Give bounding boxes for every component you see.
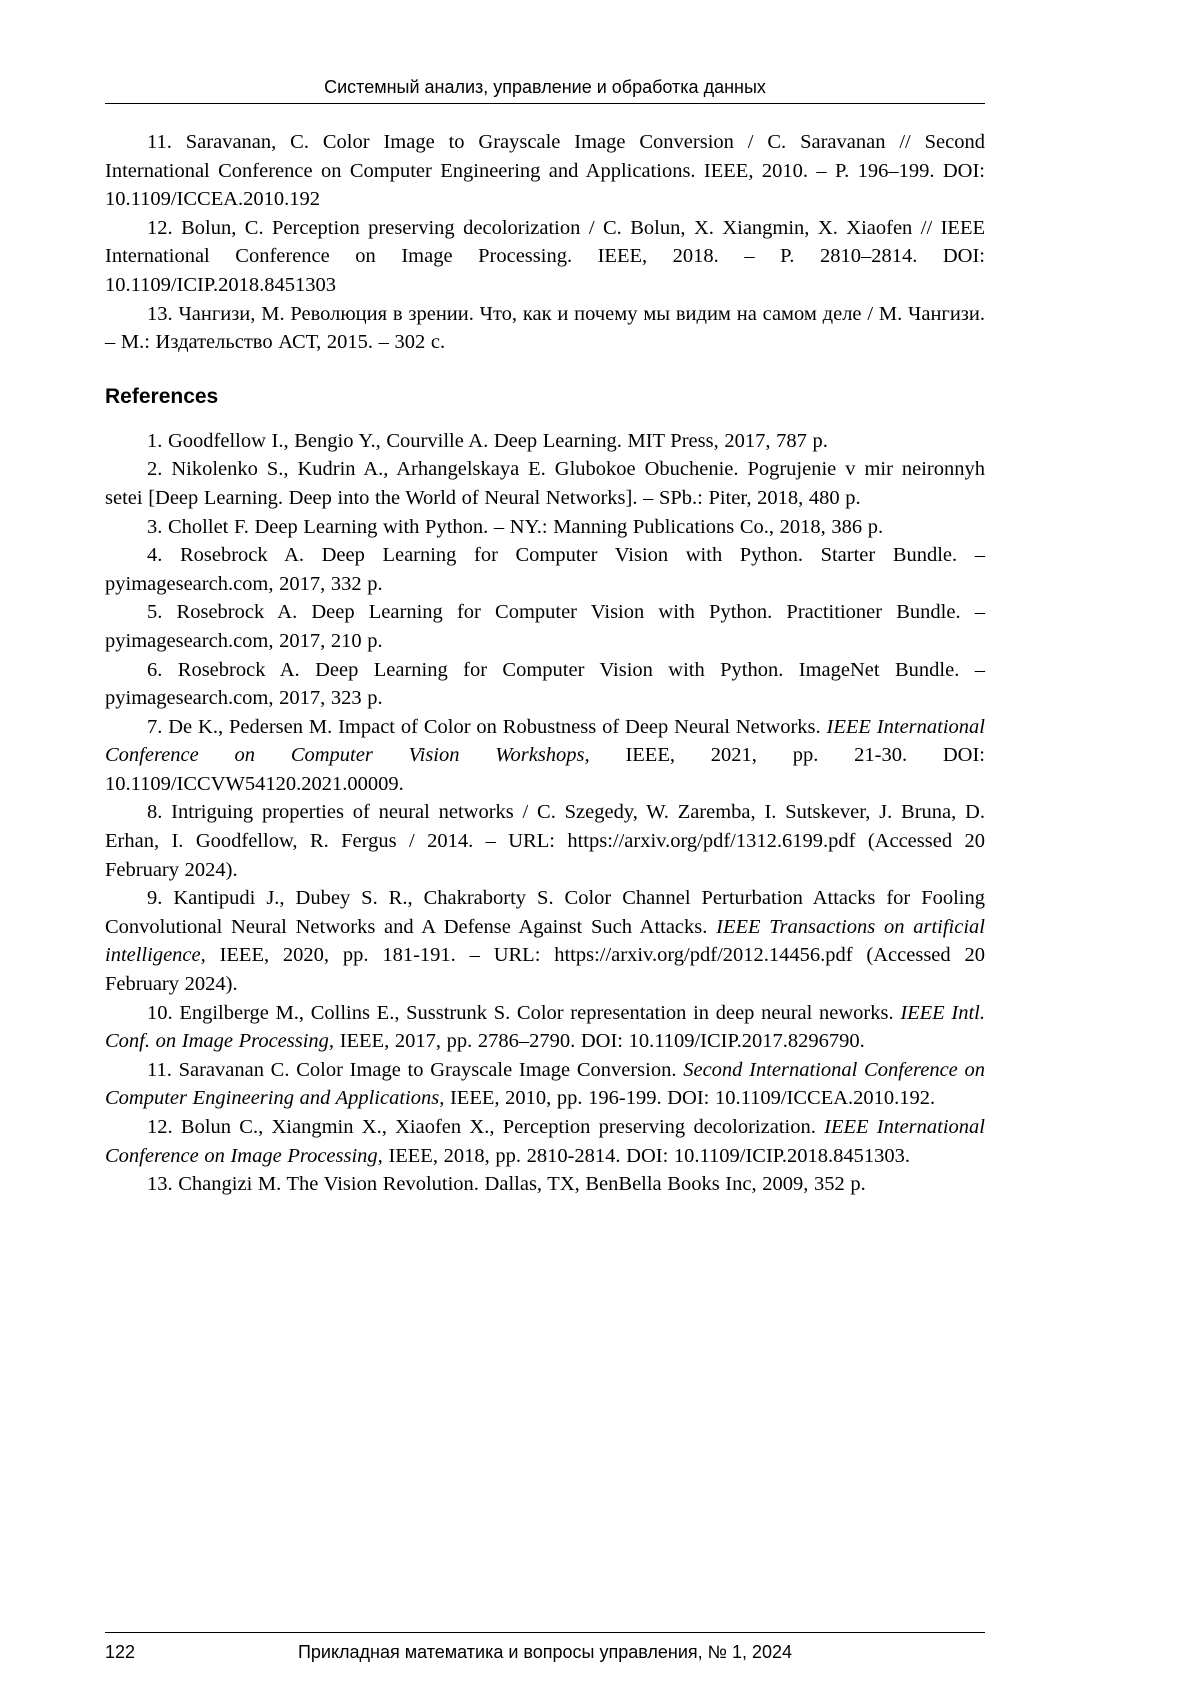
reference-segment: 6. Rosebrock A. Deep Learning for Computer Vision with Python. ImageNet Bundle. – pyimagesearch.com, 2017, 323 p. xyxy=(105,658,985,710)
reference-segment: 7. De K., Pedersen M. Impact of Color on Robustness of Deep Neural Networks. xyxy=(147,715,827,738)
reference-item xyxy=(105,541,985,598)
reference-item xyxy=(105,1056,985,1113)
reference-segment: 3. Chollet F. Deep Learning with Python. – NY.: Manning Publications Co., 2018, 386 p. xyxy=(147,515,884,538)
journal-title-line: Прикладная математика и вопросы управления, № 1, 2024 xyxy=(297,1642,793,1662)
reference-item xyxy=(105,513,985,542)
footer-row xyxy=(105,1641,985,1663)
reference-item xyxy=(105,798,985,884)
reference-segment: 12. Bolun, C. Perception preserving decolorization / C. Bolun, X. Xiangmin, X. Xiaofen // IEEE International Conference on Image Processing. IEEE, 2018. – P. 2810–2814. DOI: 10.1109/ICIP.2018.8451303 xyxy=(105,216,985,296)
page-content xyxy=(105,128,985,1199)
reference-segment: IEEE, 2018, pp. 2810-2814. DOI: 10.1109/ICIP.2018.8451303. xyxy=(382,1144,911,1167)
references-heading: References xyxy=(105,384,219,408)
reference-segment: 1. Goodfellow I., Bengio Y., Courville A. Deep Learning. MIT Press, 2017, 787 p. xyxy=(147,429,828,452)
reference-item xyxy=(105,128,985,214)
reference-segment: 2. Nikolenko S., Kudrin A., Arhangelskaya E. Glubokoe Obuchenie. Pogrujenie v mir neironnyh setei [Deep Learning. Deep into the World of Neural Networks]. – SPb.: Piter, 2018, 480 p. xyxy=(105,458,985,509)
reference-segment-italic: IEEE Transactions on artificial intelligence, xyxy=(105,915,985,967)
reference-item xyxy=(105,598,985,655)
reference-item xyxy=(105,884,985,998)
reference-segment: 13. Changizi M. The Vision Revolution. Dallas, TX, BenBella Books Inc, 2009, 352 p. xyxy=(147,1173,866,1196)
page-footer xyxy=(105,1632,985,1663)
reference-item xyxy=(105,656,985,713)
reference-segment: 4. Rosebrock A. Deep Learning for Computer Vision with Python. Starter Bundle. – pyimagesearch.com, 2017, 332 p. xyxy=(105,544,985,595)
reference-segment: IEEE, 2020, pp. 181-191. – URL: https://arxiv.org/pdf/2012.14456.pdf (Accessed 20 February 2024). xyxy=(105,944,985,996)
reference-segment: IEEE, 2021, pp. 21-30. DOI: 10.1109/ICCVW54120.2021.00009. xyxy=(105,744,986,795)
page-number: 122 xyxy=(105,1642,136,1662)
reference-segment: 11. Saravanan, C. Color Image to Grayscale Image Conversion / C. Saravanan // Second International Conference on Computer Engineering and Applications. IEEE, 2010. – P. 196–199. DOI: 10.1109/ICCEA.2010.192 xyxy=(105,131,985,211)
reference-item xyxy=(105,1113,985,1170)
running-head xyxy=(105,76,985,104)
reference-segment: 11. Saravanan C. Color Image to Grayscale Image Conversion. xyxy=(147,1058,684,1081)
reference-item xyxy=(105,713,985,799)
reference-segment: IEEE, 2010, pp. 196-199. DOI: 10.1109/ICCEA.2010.192. xyxy=(444,1087,936,1110)
running-title: Системный анализ, управление и обработка данных xyxy=(324,77,766,97)
reference-segment-italic: Second International Conference on Computer Engineering and Applications, xyxy=(105,1058,985,1110)
reference-segment: 5. Rosebrock A. Deep Learning for Computer Vision with Python. Practitioner Bundle. – pyimagesearch.com, 2017, 210 p. xyxy=(105,601,985,652)
reference-segment: 12. Bolun C., Xiangmin X., Xiaofen X., Perception preserving decolorization. xyxy=(147,1116,825,1138)
reference-segment: 9. Kantipudi J., Dubey S. R., Chakraborty S. Color Channel Perturbation Attacks for Fooling Convolutional Neural Networks and A Defense Against Such Attacks. xyxy=(105,887,985,938)
russian-references-list xyxy=(105,128,985,357)
english-references-list xyxy=(105,427,985,1199)
reference-segment-italic: IEEE Intl. Conf. on Image Processing, xyxy=(105,1001,985,1053)
reference-item xyxy=(105,427,985,456)
reference-item xyxy=(105,455,985,512)
reference-segment-italic: IEEE International Conference on Computer Vision Workshops, xyxy=(105,715,985,767)
reference-segment: IEEE, 2017, pp. 2786–2790. DOI: 10.1109/ICIP.2017.8296790. xyxy=(334,1030,865,1053)
reference-segment: 8. Intriguing properties of neural networks / C. Szegedy, W. Zaremba, I. Sutskever, J. Bruna, D. Erhan, I. Goodfellow, R. Fergus / 2014. – URL: https://arxiv.org/pdf/1312.6199.pdf (Accessed 20 February 2024). xyxy=(105,801,985,881)
reference-segment: 13. Чангизи, М. Революция в зрении. Что, как и почему мы видим на самом деле / М. Чангизи. – М.: Издательство АСТ, 2015. – 302 с. xyxy=(105,302,985,354)
footer-divider xyxy=(105,1632,985,1633)
reference-segment-italic: IEEE International Conference on Image Processing, xyxy=(105,1116,985,1167)
reference-item xyxy=(105,214,985,300)
reference-item xyxy=(105,999,985,1056)
reference-item xyxy=(105,1170,985,1199)
reference-segment: 10. Engilberge M., Collins E., Susstrunk S. Color representation in deep neural neworks. xyxy=(147,1001,901,1024)
reference-item xyxy=(105,300,985,357)
